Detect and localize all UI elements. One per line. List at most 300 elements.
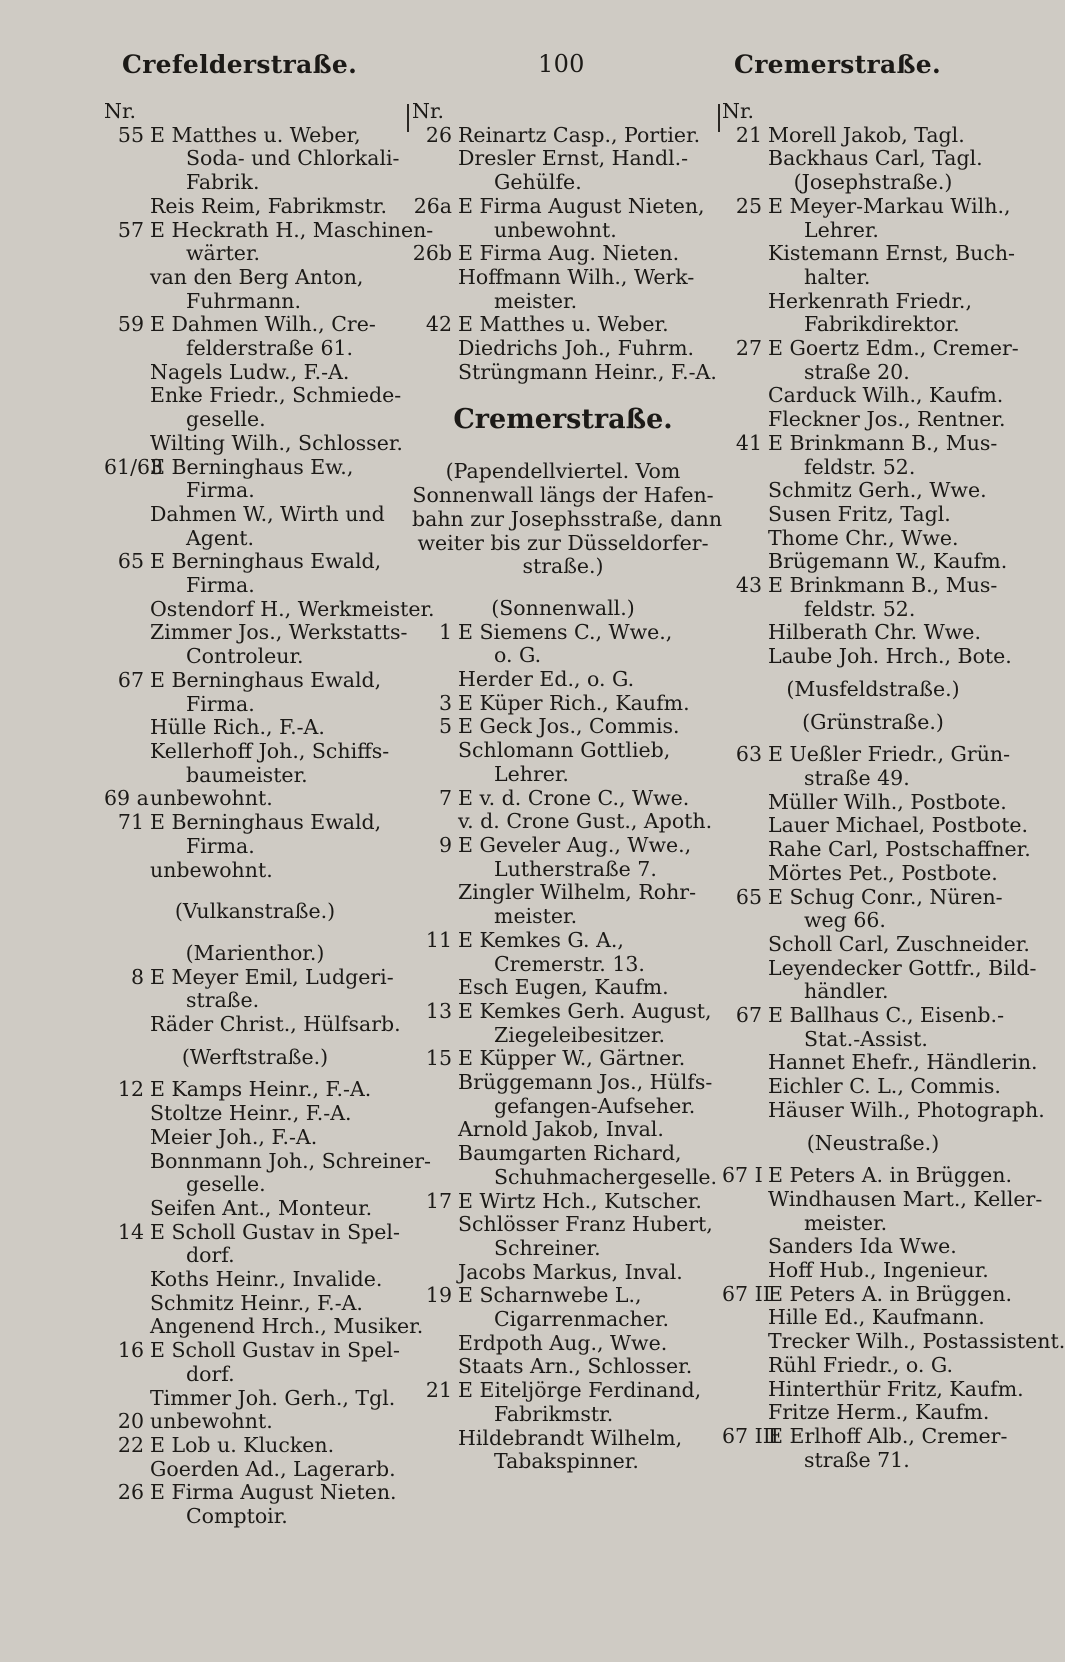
entry-text: E Siemens C., Wwe., <box>458 619 673 644</box>
house-number: 7 <box>438 785 452 810</box>
entry-line <box>722 1164 1024 1188</box>
entry-text: Reis Reim, Fabrikmstr. <box>150 193 387 218</box>
entry-text: Reinartz Casp., Portier. <box>458 122 701 147</box>
entry-text: straße 71. <box>804 1447 910 1472</box>
entry-text: straße. <box>186 988 260 1013</box>
entry-line <box>104 1481 406 1505</box>
entry-line <box>104 966 406 990</box>
entry-continuation <box>722 479 1024 503</box>
entry-text: Zimmer Jos., Werkstatts- <box>150 620 408 645</box>
entry-text: Agent. <box>186 525 255 550</box>
house-number: 19 <box>425 1283 452 1308</box>
street-heading: (Grünstraße.) <box>802 709 944 734</box>
entry-text: Arnold Jakob, Inval. <box>458 1117 664 1142</box>
entry-line <box>412 1379 714 1403</box>
entry-text: händler. <box>804 979 889 1004</box>
house-number: 43 <box>735 573 762 598</box>
entry-text: weg 66. <box>804 908 886 933</box>
entry-text: meister. <box>804 1210 888 1235</box>
entry-line <box>412 621 714 645</box>
entry-text: Dresler Ernst, Handl.- <box>458 146 689 171</box>
entry-text: Bonnmann Joh., Schreiner- <box>150 1148 431 1173</box>
house-number: 67 <box>117 667 144 692</box>
entry-continuation <box>412 1213 714 1237</box>
entry-text: Fabrikdirektor. <box>804 312 960 337</box>
entry-text: E Scharnwebe L., <box>458 1283 642 1308</box>
entry-text: Jacobs Markus, Inval. <box>458 1259 683 1284</box>
entry-continuation <box>104 1292 406 1316</box>
entry-text: Baumgarten Richard, <box>458 1141 682 1166</box>
entry-text: wärter. <box>186 241 261 266</box>
column-3 <box>722 99 1065 1472</box>
entry-text: E Scholl Gustav in Spel- <box>150 1338 400 1363</box>
entry-line <box>412 195 714 219</box>
entry-continuation <box>722 1449 1024 1473</box>
entry-text: E Ueßler Friedr., Grün- <box>768 742 1011 767</box>
entry-text: meister. <box>494 904 578 929</box>
house-number: 69 a <box>104 786 149 811</box>
street-title: Cremerstraße. <box>453 404 673 436</box>
entry-continuation <box>412 1450 714 1474</box>
entry-text: Goerden Ad., Lagerarb. <box>150 1456 396 1481</box>
entry-text: Brüggemann Jos., Hülfs- <box>458 1070 713 1095</box>
entry-text: Laube Joh. Hrch., Bote. <box>768 644 1012 669</box>
entry-text: dorf. <box>186 1243 235 1268</box>
entry-text: E Berninghaus Ewald, <box>150 810 382 835</box>
entry-line <box>412 787 714 811</box>
entry-continuation <box>722 1235 1024 1259</box>
entry-text: Strüngmann Heinr., F.-A. <box>458 359 717 384</box>
column-divider <box>718 104 720 132</box>
entry-line <box>104 1410 406 1434</box>
entry-line <box>104 1434 406 1458</box>
column-divider <box>407 104 409 132</box>
street-description-line: weiter bis zur Düsseldorfer- <box>417 530 709 555</box>
entry-continuation <box>412 290 714 314</box>
entry-line <box>412 1047 714 1071</box>
house-number: 26a <box>413 193 452 218</box>
entry-continuation <box>104 1173 406 1197</box>
entry-text: E Brinkmann B., Mus- <box>768 573 998 598</box>
entry-text: Rahe Carl, Postschaffner. <box>768 837 1031 862</box>
street-description-line: Sonnenwall längs der Hafen- <box>412 483 714 508</box>
entry-continuation <box>104 337 406 361</box>
running-head-right: Cremerstraße. <box>734 50 942 79</box>
entry-text: E Peters A. in Brüggen. <box>768 1163 1012 1188</box>
entry-text: E Geck Jos., Commis. <box>458 714 680 739</box>
entry-continuation <box>722 527 1024 551</box>
entry-continuation <box>412 359 717 385</box>
entry-text: van den Berg Anton, <box>150 264 364 289</box>
nr-label: Nr. <box>412 99 445 123</box>
street-heading: (Josephstraße.) <box>793 170 953 195</box>
entry-continuation <box>104 1013 406 1037</box>
entry-continuation <box>412 1164 718 1190</box>
house-number: 1 <box>438 619 452 644</box>
entry-continuation <box>412 644 714 668</box>
entry-line <box>412 834 714 858</box>
house-number: 17 <box>425 1188 452 1213</box>
entry-text: Hoffmann Wilh., Werk- <box>458 264 695 289</box>
house-number: 21 <box>735 122 762 147</box>
street-heading: (Vulkanstraße.) <box>174 899 336 924</box>
entry-continuation <box>722 1259 1024 1283</box>
entry-continuation <box>722 361 1024 385</box>
entry-text: Soda- und Chlorkali- <box>186 146 400 171</box>
entry-text: Schlösser Franz Hubert, <box>458 1212 713 1237</box>
entry-line <box>722 337 1024 361</box>
street-heading: (Sonnenwall.) <box>491 595 635 620</box>
entry-text: Ostendorf H., Werkmeister. <box>150 596 435 621</box>
entry-continuation <box>412 1403 714 1427</box>
entry-continuation <box>412 976 714 1000</box>
entry-text: Koths Heinr., Invalide. <box>150 1267 383 1292</box>
entry-line <box>412 1190 714 1214</box>
entry-line <box>412 692 714 716</box>
entry-continuation <box>412 668 714 692</box>
house-number: 71 <box>117 810 144 835</box>
entry-continuation <box>722 955 1037 981</box>
entry-line <box>104 1339 406 1363</box>
house-number: 26 <box>117 1480 144 1505</box>
entry-line <box>412 1000 714 1024</box>
entry-text: Susen Fritz, Tagl. <box>768 501 951 526</box>
house-number: 22 <box>117 1432 144 1457</box>
entry-text: Fabrikmstr. <box>494 1401 614 1426</box>
entry-text: E Dahmen Wilh., Cre- <box>150 312 376 337</box>
entry-continuation <box>104 1197 406 1221</box>
house-number: 63 <box>735 742 762 767</box>
entry-text: Morell Jakob, Tagl. <box>768 122 965 147</box>
entry-text: Stat.-Assist. <box>804 1026 928 1051</box>
entry-text: Seifen Ant., Monteur. <box>150 1195 373 1220</box>
house-number: 26b <box>412 241 452 266</box>
street-heading: (Werftstraße.) <box>181 1044 329 1069</box>
street-heading: (Musfeldstraße.) <box>786 676 960 701</box>
entry-continuation <box>104 1244 406 1268</box>
house-number: 16 <box>117 1338 144 1363</box>
entry-continuation <box>722 931 1030 957</box>
entry-text: Schreiner. <box>494 1235 601 1260</box>
entry-continuation <box>722 290 1024 314</box>
entry-continuation <box>722 408 1024 432</box>
entry-line <box>412 124 714 148</box>
entry-text: E Eiteljörge Ferdinand, <box>458 1378 702 1403</box>
entry-continuation <box>104 266 406 290</box>
entry-continuation <box>722 1212 1024 1236</box>
entry-continuation <box>412 1142 714 1166</box>
entry-continuation <box>104 859 406 883</box>
entry-continuation <box>104 764 406 788</box>
entry-continuation <box>104 527 406 551</box>
house-number: 57 <box>117 217 144 242</box>
entry-line <box>722 743 1024 767</box>
entry-line <box>722 432 1024 456</box>
house-number: 59 <box>117 312 144 337</box>
entry-text: Tabakspinner. <box>494 1449 639 1474</box>
entry-continuation <box>104 1363 406 1387</box>
entry-text: Lauer Michael, Postbote. <box>768 813 1029 838</box>
entry-text: E Berninghaus Ewald, <box>150 549 382 574</box>
entry-continuation <box>104 361 406 385</box>
entry-text: Cigarrenmacher. <box>494 1307 670 1332</box>
entry-line <box>722 1425 1024 1449</box>
running-head-left: Crefelderstraße. <box>122 50 358 79</box>
house-number: 67 III <box>722 1423 779 1448</box>
entry-text: Stoltze Heinr., F.-A. <box>150 1101 352 1126</box>
entry-text: E Geveler Aug., Wwe., <box>458 832 692 857</box>
house-number: 8 <box>130 964 144 989</box>
entry-continuation <box>104 503 406 527</box>
entry-continuation <box>104 740 406 764</box>
entry-text: Staats Arn., Schlosser. <box>458 1354 693 1379</box>
entry-line <box>412 715 714 739</box>
entry-text: dorf. <box>186 1361 235 1386</box>
entry-continuation <box>412 171 714 195</box>
house-number: 65 <box>117 549 144 574</box>
entry-line <box>722 124 1024 148</box>
entry-text: Hannet Ehefr., Händlerin. <box>768 1050 1038 1075</box>
entry-text: E Meyer-Markau Wilh., <box>768 193 1011 218</box>
entry-continuation <box>104 989 406 1013</box>
entry-text: E Firma August Nieten, <box>458 193 705 218</box>
house-number: 21 <box>425 1378 452 1403</box>
entry-line <box>722 1004 1024 1028</box>
entry-text: Hilberath Chr. Wwe. <box>768 620 981 645</box>
house-number: 13 <box>425 998 452 1023</box>
entry-text: E Matthes u. Weber, <box>150 122 361 147</box>
entry-text: Wilting Wilh., Schlosser. <box>150 430 403 455</box>
entry-continuation <box>722 791 1024 815</box>
entry-continuation <box>412 1071 714 1095</box>
entry-continuation <box>722 384 1024 408</box>
entry-continuation <box>104 171 406 195</box>
entry-continuation <box>412 147 714 171</box>
entry-continuation <box>722 767 1024 791</box>
entry-continuation <box>722 1186 1043 1212</box>
house-number: 3 <box>438 690 452 715</box>
entry-continuation <box>722 147 1024 171</box>
house-number: 9 <box>438 832 452 857</box>
entry-continuation <box>104 242 406 266</box>
house-number: 25 <box>735 193 762 218</box>
entry-text: Herder Ed., o. G. <box>458 667 635 692</box>
house-number: 67 I <box>722 1163 763 1188</box>
street-description-line: bahn zur Josephsstraße, dann <box>412 506 723 531</box>
entry-continuation <box>104 596 435 622</box>
entry-line <box>412 242 714 266</box>
entry-text: geselle. <box>186 1172 266 1197</box>
entry-text: Hinterthür Fritz, Kaufm. <box>768 1376 1024 1401</box>
entry-text: E Heckrath H., Maschinen- <box>150 217 434 242</box>
entry-continuation <box>412 1355 714 1379</box>
house-number: 26 <box>425 122 452 147</box>
entry-continuation <box>412 1095 714 1119</box>
entry-text: E Schug Conr., Nüren- <box>768 884 1003 909</box>
entry-text: Schuhmachergeselle. <box>494 1164 718 1189</box>
entry-continuation <box>722 909 1024 933</box>
entry-text: E Firma August Nieten. <box>150 1480 397 1505</box>
entry-continuation <box>722 219 1024 243</box>
entry-text: Trecker Wilh., Postassistent. <box>768 1329 1065 1354</box>
entry-text: Carduck Wilh., Kaufm. <box>768 383 1004 408</box>
entry-continuation <box>412 1308 714 1332</box>
entry-continuation <box>104 408 406 432</box>
entry-continuation <box>722 456 1024 480</box>
entry-continuation <box>104 1126 406 1150</box>
entry-continuation <box>722 1378 1024 1402</box>
house-number: 27 <box>735 336 762 361</box>
entry-text: Gehülfe. <box>494 170 582 195</box>
entry-text: unbewohnt. <box>150 786 273 811</box>
entry-continuation <box>104 432 406 456</box>
house-number: 14 <box>117 1219 144 1244</box>
entry-text: Enke Friedr., Schmiede- <box>150 383 402 408</box>
entry-text: unbewohnt. <box>150 1409 273 1434</box>
entry-text: E Erlhoff Alb., Cremer- <box>768 1423 1008 1448</box>
entry-continuation <box>722 862 1024 886</box>
entry-text: straße 20. <box>804 359 910 384</box>
entry-continuation <box>104 147 406 171</box>
entry-continuation <box>722 1028 1024 1052</box>
house-number: 55 <box>117 122 144 147</box>
house-number: 41 <box>735 430 762 455</box>
entry-text: Backhaus Carl, Tagl. <box>768 146 983 171</box>
house-number: 15 <box>425 1046 452 1071</box>
entry-text: Fritze Herm., Kaufm. <box>768 1400 990 1425</box>
entry-line <box>412 1284 714 1308</box>
entry-text: Timmer Joh. Gerh., Tgl. <box>150 1385 396 1410</box>
entry-continuation <box>722 266 1024 290</box>
entry-text: Angenend Hrch., Musiker. <box>150 1314 424 1339</box>
entry-text: Lehrer. <box>804 217 879 242</box>
entry-line <box>722 1283 1024 1307</box>
entry-text: E Wirtz Hch., Kutscher. <box>458 1188 702 1213</box>
entry-text: Rühl Friedr., o. G. <box>768 1352 954 1377</box>
entry-line <box>104 811 406 835</box>
entry-text: Thome Chr., Wwe. <box>768 525 959 550</box>
entry-continuation <box>104 645 406 669</box>
entry-text: feldstr. 52. <box>804 454 916 479</box>
street-heading: (Neustraße.) <box>806 1130 940 1155</box>
entry-continuation <box>412 1427 714 1451</box>
entry-continuation <box>722 1354 1024 1378</box>
entry-text: feldstr. 52. <box>804 596 916 621</box>
entry-continuation <box>722 503 1024 527</box>
entry-continuation <box>722 242 1024 266</box>
entry-text: straße 49. <box>804 765 910 790</box>
entry-continuation <box>104 290 406 314</box>
entry-text: Mörtes Pet., Postbote. <box>768 860 998 885</box>
entry-text: Müller Wilh., Postbote. <box>768 789 1007 814</box>
entry-line <box>722 886 1024 910</box>
entry-continuation <box>104 574 406 598</box>
street-description-line: straße.) <box>522 554 604 579</box>
entry-text: Diedrichs Joh., Fuhrm. <box>458 336 695 361</box>
house-number: 42 <box>425 312 452 337</box>
entry-text: Firma. <box>186 478 255 503</box>
entry-text: Firma. <box>186 691 255 716</box>
entry-text: Firma. <box>186 833 255 858</box>
entry-text: Ziegeleibesitzer. <box>494 1022 665 1047</box>
entry-continuation <box>104 835 406 859</box>
entry-text: Scholl Carl, Zuschneider. <box>768 931 1030 956</box>
entry-text: Nagels Ludw., F.-A. <box>150 359 350 384</box>
entry-continuation <box>412 881 714 905</box>
entry-text: E Goertz Edm., Cremer- <box>768 336 1019 361</box>
entry-line <box>104 787 406 811</box>
house-number: 20 <box>117 1409 144 1434</box>
entry-text: E Küpper W., Gärtner. <box>458 1046 686 1071</box>
street-description-line: (Papendellviertel. Vom <box>445 459 681 484</box>
entry-continuation <box>412 763 714 787</box>
house-number: 11 <box>425 927 452 952</box>
entry-text: Fleckner Jos., Rentner. <box>768 407 1006 432</box>
entry-text: meister. <box>494 288 578 313</box>
entry-text: Häuser Wilh., Photograph. <box>768 1097 1045 1122</box>
entry-line <box>722 574 1024 598</box>
entry-line <box>104 1221 406 1245</box>
entry-text: unbewohnt. <box>150 857 273 882</box>
entry-line <box>104 1078 406 1102</box>
entry-continuation <box>412 337 714 361</box>
house-number: 67 <box>735 1003 762 1028</box>
entry-text: E Firma Aug. Nieten. <box>458 241 680 266</box>
entry-text: Lutherstraße 7. <box>494 856 657 881</box>
entry-line <box>722 195 1024 219</box>
entry-text: v. d. Crone Gust., Apoth. <box>458 809 713 834</box>
entry-text: Eichler C. L., Commis. <box>768 1074 1001 1099</box>
entry-continuation <box>412 266 714 290</box>
entry-text: Fabrik. <box>186 170 260 195</box>
entry-text: Cremerstr. 13. <box>494 951 645 976</box>
entry-text: Esch Eugen, Kaufm. <box>458 975 669 1000</box>
entry-text: Räder Christ., Hülfsarb. <box>150 1012 401 1037</box>
entry-text: Fuhrmann. <box>186 288 302 313</box>
entry-continuation <box>412 739 714 763</box>
entry-text: halter. <box>804 264 871 289</box>
entry-text: Controleur. <box>186 644 304 669</box>
entry-text: Meier Joh., F.-A. <box>150 1124 318 1149</box>
entry-text: E Kemkes Gerh. August, <box>458 998 712 1023</box>
street-heading: (Marienthor.) <box>185 940 325 965</box>
entry-text: Schmitz Gerh., Wwe. <box>768 478 987 503</box>
entry-continuation <box>104 1268 406 1292</box>
entry-text: Hille Ed., Kaufmann. <box>768 1305 985 1330</box>
entry-text: Herkenrath Friedr., <box>768 288 972 313</box>
house-number: 5 <box>438 714 452 739</box>
entry-continuation <box>722 313 1024 337</box>
entry-continuation <box>722 598 1024 622</box>
entry-text: E Berninghaus Ew., <box>150 454 354 479</box>
entry-continuation <box>412 1332 714 1356</box>
entry-text: E Ballhaus C., Eisenb.- <box>768 1003 1004 1028</box>
entry-text: Windhausen Mart., Keller- <box>768 1186 1043 1211</box>
entry-continuation <box>412 810 714 834</box>
entry-text: Schlomann Gottlieb, <box>458 738 671 763</box>
entry-text: E Lob u. Klucken. <box>150 1432 335 1457</box>
house-number: 65 <box>735 884 762 909</box>
entry-text: Comptoir. <box>186 1504 288 1529</box>
entry-continuation <box>722 1329 1065 1354</box>
entry-continuation <box>412 905 714 929</box>
entry-continuation <box>412 1237 714 1261</box>
entry-text: E Kemkes G. A., <box>458 927 624 952</box>
entry-continuation <box>722 1050 1038 1075</box>
house-number: 67 II <box>722 1281 771 1306</box>
entry-continuation <box>104 693 406 717</box>
entry-text: E v. d. Crone C., Wwe. <box>458 785 690 810</box>
